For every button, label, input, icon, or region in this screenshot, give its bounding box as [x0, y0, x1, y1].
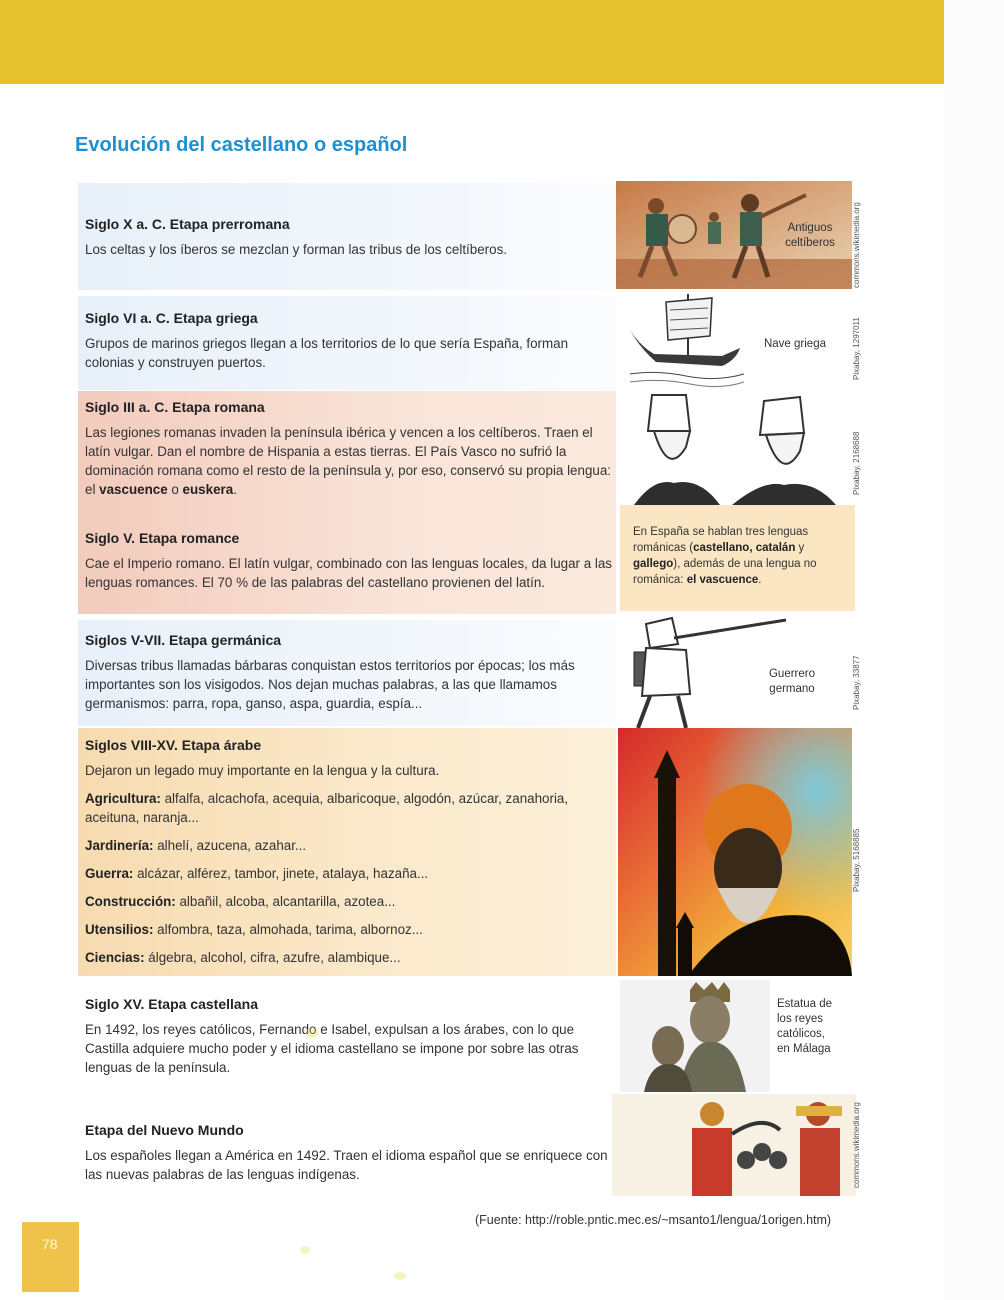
arab-culture-image	[618, 728, 852, 976]
section-heading: Siglo VI a. C. Etapa griega	[85, 310, 258, 326]
section-romance	[78, 506, 616, 614]
section-text: Cae el Imperio romano. El latín vulgar, combinado con las lenguas locales, da lugar a las lenguas romances. El 70 % de las palabras del castellano provienen del latín.	[85, 556, 612, 590]
item-label: Ciencias:	[85, 950, 145, 965]
text-part: .	[233, 482, 237, 497]
section-prerromana	[78, 183, 616, 290]
section-heading: Siglos VIII-XV. Etapa árabe	[85, 737, 262, 753]
celtiberos-credit: commons.wikimedia.org	[852, 202, 861, 288]
scan-mark	[300, 1246, 310, 1254]
catholic-monarchs-image	[620, 980, 770, 1092]
greek-ship-caption: Nave griega	[763, 338, 826, 350]
text-part: o	[167, 482, 183, 497]
page-edge	[944, 0, 1004, 1300]
note-term: castellano, catalán	[693, 542, 796, 554]
item-label: Utensilios:	[85, 922, 154, 937]
section-heading: Siglos V-VII. Etapa germánica	[85, 632, 282, 648]
germanic-warrior-caption: Guerrero germano	[768, 668, 816, 695]
scan-mark	[394, 1272, 406, 1280]
scan-mark	[305, 1028, 319, 1038]
item-label: Construcción:	[85, 894, 176, 909]
new-world-image	[612, 1094, 856, 1196]
item-words: albañil, alcoba, alcantarilla, azotea...	[175, 894, 396, 909]
roman-soldiers-image	[624, 391, 852, 505]
section-nuevo-mundo	[78, 1112, 616, 1202]
section-text: Los españoles llegan a América en 1492. Traen el idioma español que se enriquece con las nuevas palabras de las lenguas indígenas.	[85, 1148, 608, 1182]
item-words: álgebra, alcohol, cifra, azufre, alambique...	[144, 950, 401, 965]
item-words: alfombra, taza, almohada, tarima, albornoz...	[153, 922, 423, 937]
page-number: 78	[42, 1236, 58, 1252]
roman-soldiers-credit: Pixabay, 2168688	[852, 431, 861, 495]
section-text: En 1492, los reyes católicos, Fernando e Isabel, expulsan a los árabes, con lo que Castilla adquiere mucho poder y el idioma castellano se impone por sobre las otras lenguas de la península.	[85, 1022, 579, 1075]
section-romana	[78, 391, 616, 506]
note-term: gallego	[633, 558, 674, 570]
arab-culture-credit: Pixabay, 5168885	[852, 828, 861, 892]
term-euskera: euskera	[182, 482, 234, 497]
page-title: Evolución del castellano o español	[75, 134, 408, 156]
term-vascuence: vascuence	[99, 482, 168, 497]
item-words: alcázar, alférez, tambor, jinete, atalaya, hazaña...	[133, 866, 429, 881]
section-text: Los celtas y los íberos se mezclan y forman las tribus de los celtíberos.	[85, 242, 507, 257]
section-heading: Siglo XV. Etapa castellana	[85, 996, 259, 1012]
item-words: alhelí, azucena, azahar...	[153, 838, 307, 853]
germanic-warrior-credit: Pixabay, 33877	[852, 655, 861, 710]
list-item	[85, 892, 614, 911]
section-heading: Siglo III a. C. Etapa romana	[85, 399, 265, 415]
list-item	[85, 864, 614, 883]
note-text: y	[795, 542, 805, 554]
section-arabe	[78, 728, 616, 976]
section-germanica	[78, 620, 616, 726]
list-item	[85, 789, 614, 827]
new-world-credit: commons.wikimedia.org	[852, 1102, 861, 1188]
section-text	[85, 423, 612, 499]
item-label: Agricultura:	[85, 791, 161, 806]
item-words: alfalfa, alcachofa, acequia, albaricoque, algodón, azúcar, zanahoria, aceituna, naranja...	[85, 791, 569, 825]
note-text: .	[758, 574, 762, 586]
list-item	[85, 948, 614, 967]
note-text: En España se hablan tres lenguas románicas (	[633, 526, 809, 554]
section-text: Diversas tribus llamadas bárbaras conquistan estos territorios por épocas; los más importantes son los visigodos. Nos dejan muchas palabras, a las que llamamos germanismos: parra, ropa, ganso, aspa, guardia, espía...	[85, 658, 575, 711]
section-griega	[78, 296, 616, 390]
catholic-monarchs-caption: Estatua de los reyes católicos, en Málaga	[777, 998, 832, 1055]
section-heading: Siglo V. Etapa romance	[85, 530, 240, 546]
section-text: Dejaron un legado muy importante en la lengua y la cultura.	[85, 763, 440, 778]
item-label: Jardinería:	[85, 838, 154, 853]
note-text: ), además de una lengua no románica:	[633, 558, 817, 586]
word-list	[85, 789, 614, 967]
section-text: Grupos de marinos griegos llegan a los territorios de lo que sería España, forman colonias y construyen puertos.	[85, 336, 569, 370]
list-item	[85, 836, 614, 855]
source-citation: (Fuente: http://roble.pntic.mec.es/~msanto1/lengua/1origen.htm)	[475, 1213, 832, 1227]
item-label: Guerra:	[85, 866, 134, 881]
section-heading: Etapa del Nuevo Mundo	[85, 1122, 244, 1138]
section-castellana	[78, 986, 616, 1090]
section-heading: Siglo X a. C. Etapa prerromana	[85, 216, 290, 232]
celtiberos-caption: Antiguos celtíberos	[785, 222, 835, 249]
header-band	[0, 0, 944, 84]
languages-note	[620, 505, 855, 611]
note-term: el vascuence	[686, 574, 759, 586]
list-item	[85, 920, 614, 939]
greek-ship-image	[626, 290, 746, 388]
greek-ship-credit: Pixabay, 1297011	[852, 317, 861, 380]
text-part: Las legiones romanas invaden la península ibérica y vencen a los celtíberos. Traen el latín vulgar. Dan el nombre de Hispania a estas tierras. El País Vasco no sufrió la dominación romana como el resto de la península y, por eso, conservó su propia lengua: el	[85, 425, 612, 497]
page-number-box	[22, 1222, 79, 1292]
